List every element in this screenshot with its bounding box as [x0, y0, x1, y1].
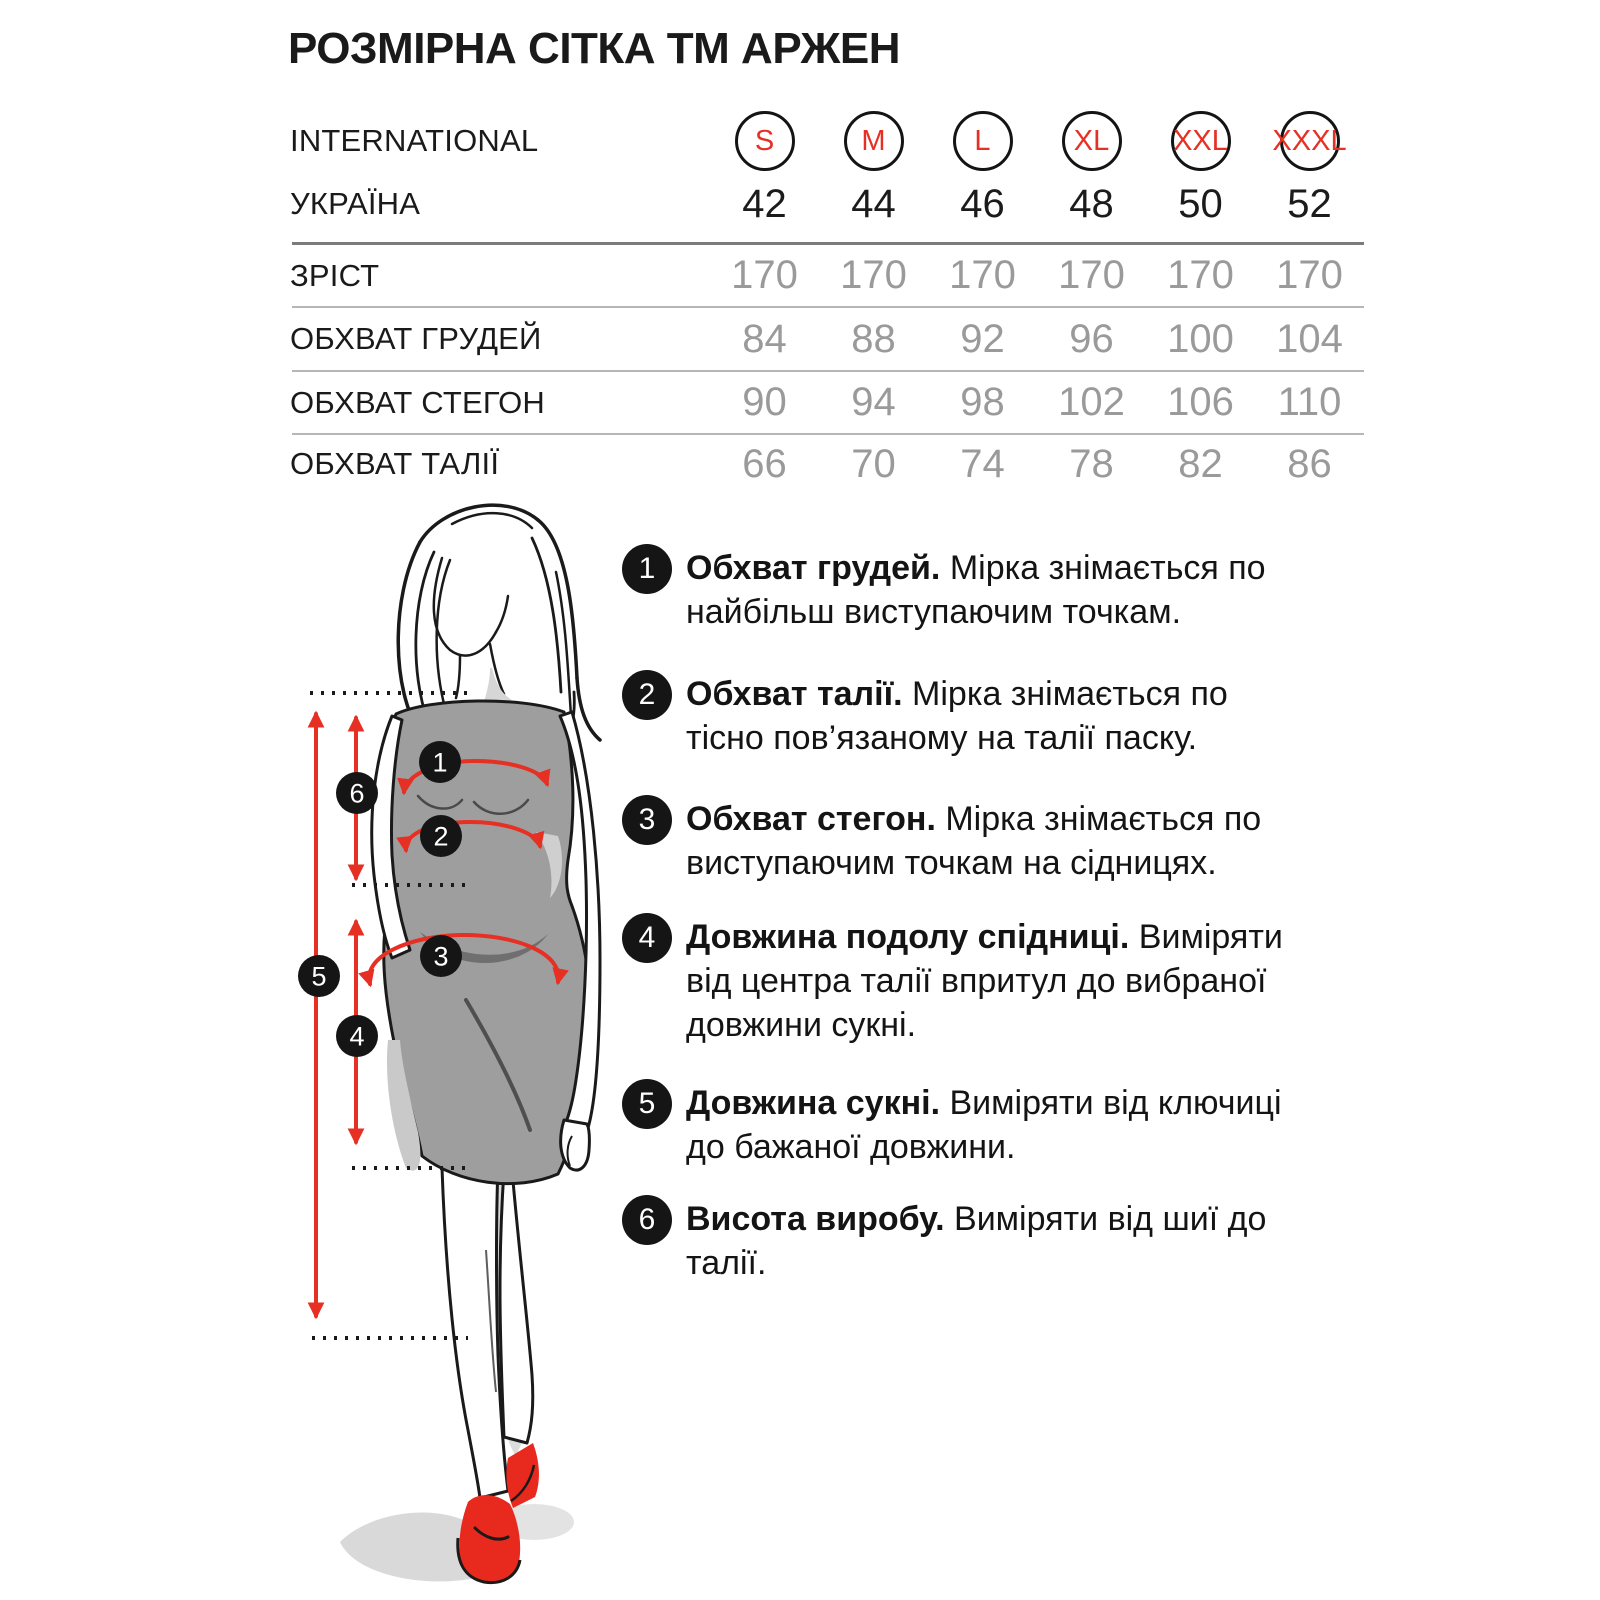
legend-desc: Мірка знімається по тісно пов’язаному на талії паску.	[686, 675, 1228, 757]
legend-number-badge: 4	[622, 913, 672, 963]
ukraine-label: УКРАЇНА	[290, 186, 421, 221]
row-label: ОБХВАТ СТЕГОН	[290, 384, 546, 420]
row-value: 104	[1276, 316, 1343, 361]
row-value: 90	[742, 380, 787, 424]
row-value: 170	[949, 253, 1016, 297]
row-value: 82	[1178, 441, 1223, 486]
size-circle-m: M	[844, 111, 904, 171]
page-title: РОЗМІРНА СІТКА ТМ АРЖЕН	[288, 24, 900, 73]
legend-term: Довжина сукні.	[686, 1084, 941, 1122]
figure-marker-5: 5	[311, 961, 327, 992]
row-value: 78	[1069, 441, 1114, 486]
legend-item-1	[622, 546, 1342, 634]
row-value: 100	[1167, 316, 1234, 361]
size-circle-xl: XL	[1062, 111, 1122, 171]
legend-text	[686, 915, 1306, 1047]
row-value: 70	[851, 441, 896, 486]
figure-marker-6: 6	[349, 778, 365, 809]
back-leg	[500, 1170, 533, 1443]
row-value: 84	[742, 316, 787, 361]
legend-text	[686, 1197, 1306, 1285]
legend-term: Обхват талії.	[686, 675, 903, 713]
legend-item-3	[622, 797, 1342, 885]
back-shoe	[506, 1443, 539, 1508]
row-label: ОБХВАТ ТАЛІЇ	[290, 446, 500, 481]
row-value: 98	[960, 380, 1005, 424]
row-value: 106	[1167, 380, 1234, 424]
legend-desc: Виміряти від ключиці до бажаної довжини.	[686, 1084, 1282, 1166]
size-circle-s: S	[735, 111, 795, 171]
legend-term: Висота виробу.	[686, 1200, 945, 1238]
woman-sketch	[340, 505, 600, 1582]
row-label: ОБХВАТ ГРУДЕЙ	[290, 321, 542, 356]
legend-item-6	[622, 1197, 1342, 1285]
legend-item-2	[622, 672, 1342, 760]
row-value: 102	[1058, 380, 1125, 424]
legend-number-badge: 2	[622, 670, 672, 720]
measurement-figure	[270, 480, 630, 1590]
legend-number-badge: 6	[622, 1195, 672, 1245]
legend-desc: Мірка знімається по найбільш виступаючим точкам.	[686, 549, 1266, 631]
legend-text	[686, 672, 1306, 760]
table-row-chest	[290, 308, 1366, 370]
size-cell	[819, 111, 928, 171]
row-value: 170	[1058, 253, 1125, 297]
ukraine-size: 50	[1178, 181, 1223, 226]
size-cell	[928, 111, 1037, 171]
figure-marker-1: 1	[432, 747, 448, 778]
size-cell	[1037, 111, 1146, 171]
row-value: 66	[742, 441, 787, 486]
international-label: INTERNATIONAL	[290, 123, 539, 158]
row-value: 88	[851, 316, 896, 361]
legend-term: Обхват стегон.	[686, 800, 936, 838]
row-value: 86	[1287, 441, 1332, 486]
legend-term: Обхват грудей.	[686, 549, 941, 587]
legend-number-badge: 3	[622, 795, 672, 845]
row-value: 170	[731, 253, 798, 297]
row-value: 110	[1277, 380, 1342, 424]
table-row-hips	[290, 372, 1366, 433]
table-row-ukraine	[290, 172, 1366, 236]
right-hand	[561, 1120, 590, 1170]
figure-marker-2: 2	[433, 821, 449, 852]
legend-number-badge: 1	[622, 544, 672, 594]
row-value: 94	[851, 380, 896, 424]
size-circle-xxxl: XXXL	[1280, 111, 1340, 171]
legend-desc: Мірка знімається по виступаючим точкам на сідницях.	[686, 800, 1262, 882]
table-row-international	[290, 104, 1366, 178]
legend-text	[686, 1081, 1306, 1169]
ukraine-size: 42	[742, 181, 787, 226]
neck-shading	[484, 668, 512, 702]
ukraine-size: 48	[1069, 181, 1114, 226]
legend-desc: Виміряти від шиї до талії.	[686, 1200, 1267, 1282]
size-circle-l: L	[953, 111, 1013, 171]
row-value: 170	[1167, 253, 1234, 297]
figure-marker-4: 4	[349, 1021, 365, 1052]
ukraine-size: 52	[1287, 181, 1332, 226]
legend-text	[686, 797, 1306, 885]
size-cell	[1146, 111, 1255, 171]
size-circle-xxl: XXL	[1171, 111, 1231, 171]
row-value: 96	[1069, 316, 1114, 361]
row-value: 170	[840, 253, 907, 297]
legend-desc: Виміряти від центра талії впритул до вибраної довжини сукні.	[686, 918, 1283, 1044]
legend-item-5	[622, 1081, 1342, 1169]
size-cell	[1255, 111, 1364, 171]
ukraine-size: 46	[960, 181, 1005, 226]
legend-number-badge: 5	[622, 1079, 672, 1129]
row-label: ЗРІСТ	[290, 257, 380, 293]
row-value: 92	[960, 316, 1005, 361]
size-cell	[710, 111, 819, 171]
legend-item-4	[622, 915, 1342, 1047]
table-row-height	[290, 245, 1366, 306]
row-value: 170	[1276, 253, 1343, 297]
row-value: 74	[960, 441, 1005, 486]
neck-line	[456, 656, 460, 698]
legend-text	[686, 546, 1306, 634]
figure-marker-3: 3	[433, 941, 449, 972]
legend-term: Довжина подолу спідниці.	[686, 918, 1130, 956]
ukraine-size: 44	[851, 181, 896, 226]
